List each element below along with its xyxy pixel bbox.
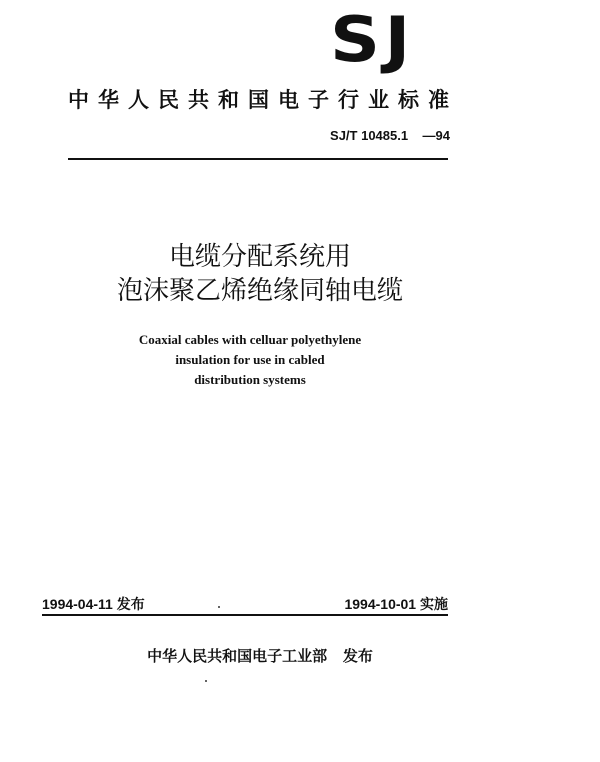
chinese-title-line-1: 电缆分配系统用: [168, 242, 351, 272]
scan-speck: [205, 680, 207, 682]
standard-title: 中华人民共和国电子行业标准: [68, 88, 458, 112]
top-divider: [68, 158, 448, 160]
implementation-date: 1994-10-01 实施: [344, 596, 448, 612]
issue-date: 1994-04-11 发布: [42, 596, 145, 612]
english-title-line-1: Coaxial cables with celluar polyethylene: [138, 332, 362, 347]
bottom-divider: [42, 614, 448, 616]
english-title-line-2: insulation for use in cabled: [175, 352, 325, 367]
sj-logo: SJ: [330, 3, 415, 76]
scan-speck: [218, 606, 220, 608]
english-title-line-3: distribution systems: [194, 372, 306, 387]
chinese-title-line-2: 泡沫聚乙烯绝缘同轴电缆: [116, 276, 403, 306]
publisher: 中华人民共和国电子工业部 发布: [147, 647, 373, 665]
standard-number: SJ/T 10485.1 —94: [330, 128, 450, 143]
